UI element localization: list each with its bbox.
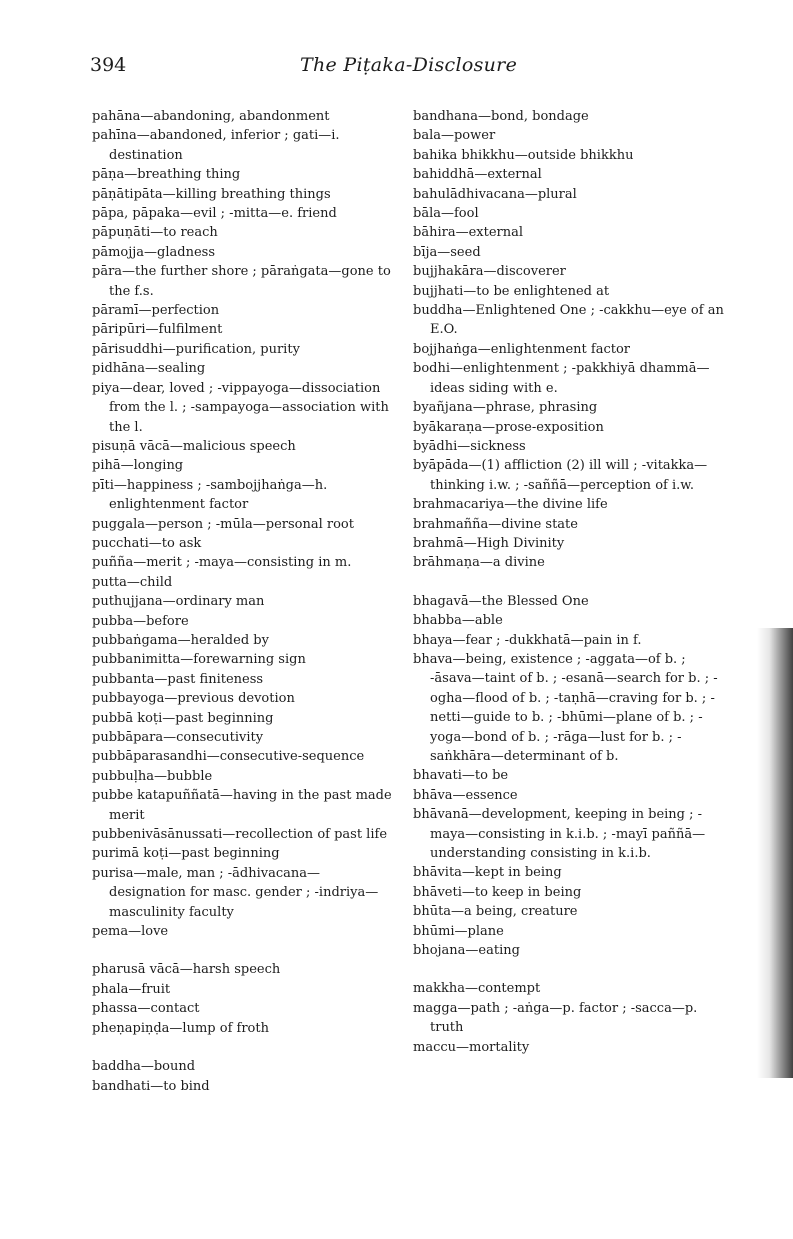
section-gap [413, 573, 731, 592]
glossary-entry: pubbanta—past finiteness [92, 671, 264, 687]
glossary-entry: piya—dear, loved ; -vippayoga—dissociation from the l. ; -sampayoga—association with the l. [92, 380, 389, 435]
glossary-entry: bhāveti—to keep in being [413, 884, 582, 900]
glossary-entry: bhabba—able [413, 613, 503, 629]
glossary-entry: bhagavā—the Blessed One [413, 593, 589, 609]
glossary-entry: pihā—longing [92, 458, 184, 474]
glossary-entry: pahāna—abandoning, abandonment [92, 109, 330, 124]
glossary-entry: bahika bhikkhu—outside bhikkhu [413, 147, 634, 163]
glossary-entry: pharusā vācā—harsh speech [92, 962, 281, 978]
glossary-entry: bhāvita—kept in being [413, 865, 562, 881]
glossary-entry: pubbā koṭi—past beginning [92, 710, 274, 726]
glossary-entry: pubba—before [92, 613, 189, 629]
glossary-entry: bodhi—enlightenment ; -pakkhiyā dhammā—ideas siding with e. [413, 361, 710, 396]
glossary-entry: pāpuṇāti—to reach [92, 225, 218, 241]
glossary-entry: bandhati—to bind [92, 1078, 210, 1094]
glossary-entry: byādhi—sickness [413, 438, 526, 454]
glossary-entry: pubbaṅgama—heralded by [92, 632, 269, 648]
glossary-entry: pāpa, pāpaka—evil ; -mitta—e. friend [92, 206, 337, 222]
glossary-entry: pāmojja—gladness [92, 244, 215, 260]
glossary-entry: byañjana—phrase, phrasing [413, 400, 598, 416]
glossary-entry: baddha—bound [92, 1059, 196, 1075]
glossary-entry: bujjhakāra—discoverer [413, 264, 566, 280]
glossary-entry: bhūta—a being, creature [413, 904, 578, 920]
glossary-entry: pāripūri—fulfilment [92, 322, 223, 338]
glossary-entry: bāla—fool [413, 206, 479, 222]
glossary-entry: brahmañña—divine state [413, 516, 578, 532]
glossary-column-right [413, 107, 731, 1057]
glossary-entry: phassa—contact [92, 1001, 200, 1017]
glossary-entry: pubbāparasandhi—consecutive-sequence [92, 749, 365, 765]
glossary-entry: maccu—mortality [413, 1039, 530, 1055]
glossary-entry: phala—fruit [92, 981, 171, 997]
glossary-column-left [92, 107, 392, 1096]
glossary-entry: makkha—contempt [413, 981, 541, 997]
glossary-entry: puñña—merit ; -maya—consisting in m. [92, 555, 352, 571]
glossary-entry: bhavati—to be [413, 768, 509, 784]
glossary-entry: brahmacariya—the divine life [413, 497, 608, 513]
glossary-entry: pāra—the further shore ; pāraṅgata—gone to the f.s. [92, 264, 391, 299]
glossary-entry: bahiddhā—external [413, 167, 542, 183]
glossary-entry: pāramī—perfection [92, 303, 220, 319]
glossary-entry: magga—path ; -aṅga—p. factor ; -sacca—p. truth [413, 1000, 698, 1036]
glossary-entry: pīti—happiness ; -sambojjhaṅga—h. enlightenment factor [92, 477, 328, 513]
page-number: 394 [90, 54, 127, 76]
running-title: The Piṭaka-Disclosure [300, 54, 518, 76]
glossary-entry: pubbanimitta—forewarning sign [92, 652, 306, 668]
glossary-entry: puggala—person ; -mūla—personal root [92, 516, 354, 532]
glossary-entry: pubbe katapuññatā—having in the past made merit [92, 788, 392, 823]
glossary-entry: pheṇapiṇḍa—lump of froth [92, 1020, 269, 1036]
glossary-entry: pubbayoga—previous devotion [92, 691, 295, 707]
glossary-entry: pāṇātipāta—killing breathing things [92, 186, 331, 202]
glossary-entry: pāṇa—breathing thing [92, 167, 241, 183]
glossary-entry: buddha—Enlightened One ; -cakkhu—eye of an E.O. [413, 303, 724, 338]
glossary-entry: pubbuḷha—bubble [92, 768, 213, 784]
glossary-entry: purisa—male, man ; -ādhivacana—designation for masc. gender ; -indriya—masculinity faculty [92, 865, 379, 920]
glossary-entry: pārisuddhi—purification, purity [92, 341, 300, 357]
glossary-entry: bhava—being, existence ; -aggata—of b. ; -āsava—taint of b. ; -esanā—search for b. ; -ogha—flood of b. ; -taṇhā—craving for b. ; -netti—guide to b. ; -bhūmi—plane of b. ; -yoga—bond of b. ; -rāga—lust for b. ; -saṅkhāra—determinant of b. [413, 651, 718, 764]
glossary-entry: bandhana—bond, bondage [413, 109, 589, 124]
glossary-entry: bojjhaṅga—enlightenment factor [413, 341, 631, 357]
glossary-entry: bala—power [413, 128, 496, 144]
page-header [0, 54, 793, 84]
glossary-entry: pubbāpara—consecutivity [92, 730, 264, 745]
glossary-entry: pubbenivāsānussati—recollection of past life [92, 827, 388, 843]
glossary-entry: bhāvanā—development, keeping in being ; -maya—consisting in k.i.b. ; -mayī paññā—understanding consisting in k.i.b. [413, 807, 706, 862]
section-gap [92, 941, 392, 960]
section-gap [413, 960, 731, 979]
glossary-entry: bāhira—external [413, 225, 524, 241]
glossary-entry: bhojana—eating [413, 943, 520, 959]
glossary-entry: bhūmi—plane [413, 923, 504, 939]
scan-edge-shadow [757, 628, 793, 1078]
glossary-entry: brāhmaṇa—a divine [413, 555, 545, 571]
glossary-entry: byāpāda—(1) affliction (2) ill will ; -vitakka—thinking i.w. ; -saññā—perception of i.w. [413, 458, 708, 493]
glossary-entry: pema—love [92, 924, 169, 940]
glossary-entry: byākaraṇa—prose-exposition [413, 419, 604, 435]
glossary-entry: bujjhati—to be enlightened at [413, 283, 610, 299]
glossary-entry: pisuṇā vācā—malicious speech [92, 438, 296, 454]
glossary-entry: bahulādhivacana—plural [413, 186, 577, 202]
glossary-entry: pucchati—to ask [92, 535, 202, 551]
glossary-entry: bīja—seed [413, 244, 481, 260]
glossary-entry: puthujjana—ordinary man [92, 594, 265, 610]
glossary-entry: pahīna—abandoned, inferior ; gati—i. destination [92, 128, 340, 163]
glossary-entry: purimā koṭi—past beginning [92, 846, 280, 862]
glossary-entry: brahmā—High Divinity [413, 535, 565, 551]
section-gap [92, 1038, 392, 1057]
glossary-entry: bhaya—fear ; -dukkhatā—pain in f. [413, 632, 642, 648]
glossary-entry: bhāva—essence [413, 787, 518, 803]
glossary-entry: putta—child [92, 574, 173, 590]
glossary-entry: pidhāna—sealing [92, 361, 206, 377]
